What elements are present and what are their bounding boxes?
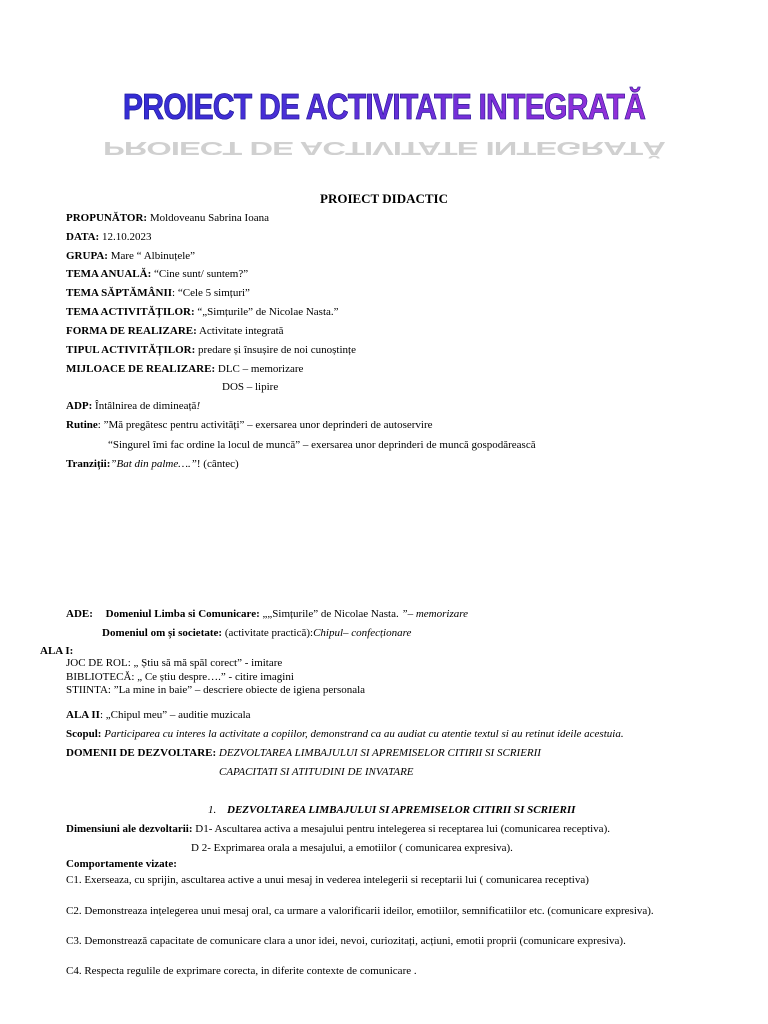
forma-label: FORMA DE REALIZARE: xyxy=(66,325,197,337)
comportamente-label: Comportamente vizate: xyxy=(66,858,177,870)
tipul-value: predare și însușire de noi cunoștințe xyxy=(195,344,356,356)
ala1-biblioteca-value: : „ Ce știu despre….” - citire imagini xyxy=(131,671,294,683)
domenii-value-2: CAPACITATI SI ATITUDINI DE INVATARE xyxy=(219,766,414,778)
dimensiuni-d1: D1- Ascultarea activa a mesajului pentru intelegerea si receptarea lui (comunicarea receptiva). xyxy=(192,823,610,835)
ala2-label: ALA II xyxy=(66,709,100,721)
tranzitii-line xyxy=(66,458,239,470)
grupa-label: GRUPA: xyxy=(66,250,108,262)
comportament-c3: C3. Demonstrează capacitate de comunicare clara a unor idei, nevoi, curiozitați, acțiuni, emotii proprii (comunicare expresiva). xyxy=(66,935,626,947)
tema-anuala-value: “Cine sunt/ suntem?” xyxy=(151,268,249,280)
ade-label: ADE: xyxy=(66,608,93,620)
adp-line xyxy=(66,400,200,412)
tipul-label: TIPUL ACTIVITĂȚILOR: xyxy=(66,344,196,356)
dimensiuni-label: Dimensiuni ale dezvoltarii: xyxy=(66,823,193,835)
domenii-line xyxy=(66,747,541,759)
ala1-joc-value: : „ Știu să mă spăl corect” - imitare xyxy=(127,657,283,669)
ade-domain1-italic: ”– memorizare xyxy=(398,608,468,620)
tema-activitatilor-line xyxy=(66,306,339,318)
ade-domain2-line xyxy=(102,627,411,639)
tema-anuala-label: TEMA ANUALĂ: xyxy=(66,268,152,280)
section-1-title: DEZVOLTAREA LIMBAJULUI SI APREMISELOR CITIRII SI SCRIERII xyxy=(227,804,576,816)
propunator-label: PROPUNĂTOR: xyxy=(66,212,148,224)
scopul-line xyxy=(66,728,624,740)
rutine-label: Rutine xyxy=(66,419,98,431)
ade-domain1-label: Domeniul Limba si Comunicare: xyxy=(105,608,260,620)
propunator-line xyxy=(66,212,269,224)
adp-label: ADP: xyxy=(66,400,93,412)
ade-domain2-value: (activitate practică): xyxy=(222,627,314,639)
adp-value: Întâlnirea de dimineață xyxy=(92,400,197,412)
ala2-line xyxy=(66,709,251,721)
comportament-c4: C4. Respecta regulile de exprimare corecta, in diferite contexte de comunicare . xyxy=(66,965,417,977)
tema-activitatilor-value: “„Simțurile” de Nicolae Nasta.” xyxy=(194,306,339,318)
section-1-number: 1. xyxy=(208,804,217,816)
mijloace-value-1: DLC – memorizare xyxy=(215,363,304,375)
tranzitii-label: Tranziții: xyxy=(66,458,111,470)
document-title: PROIECT DIDACTIC xyxy=(320,191,448,206)
wordart-title xyxy=(0,86,768,159)
dimensiuni-line-1 xyxy=(66,823,610,835)
forma-value: Activitate integrată xyxy=(196,325,284,337)
wordart-title-reflection: PROIECT DE ACTIVITATE INTEGRATĂ xyxy=(103,137,665,159)
comportament-c2: C2. Demonstreaza ințelegerea unui mesaj oral, ca urmare a valorificarii ideilor, emotiilor, semnificatiilor etc. (comunicare expresiva). xyxy=(66,905,654,917)
domenii-label: DOMENII DE DEZVOLTARE: xyxy=(66,747,217,759)
rutine-line-1 xyxy=(66,419,433,431)
ala1-biblioteca-line xyxy=(66,671,294,683)
tranzitii-value: ”Bat din palme….” xyxy=(110,458,197,470)
mijloace-label: MIJLOACE DE REALIZARE: xyxy=(66,363,216,375)
domenii-value-1: DEZVOLTAREA LIMBAJULUI SI APREMISELOR CITIRII SI SCRIERII xyxy=(216,747,541,759)
data-line xyxy=(66,231,151,243)
mijloace-value-2: DOS – lipire xyxy=(222,381,279,393)
mijloace-line xyxy=(66,363,303,375)
adp-value-end: ! xyxy=(196,400,201,412)
scopul-label: Scopul: xyxy=(66,728,102,740)
rutine-line-2: “Singurel îmi fac ordine la locul de muncă” – exersarea unor deprinderi de muncă gospodărească xyxy=(108,439,536,451)
tema-anuala-line xyxy=(66,268,248,280)
ala1-joc-line xyxy=(66,657,282,669)
tema-activitatilor-label: TEMA ACTIVITĂȚILOR: xyxy=(66,306,195,318)
ala1-stiinta-line xyxy=(66,684,365,696)
forma-line xyxy=(66,325,284,337)
ala1-biblioteca-label: BIBLIOTECĂ xyxy=(66,671,132,683)
wordart-title-text: PROIECT DE ACTIVITATE INTEGRATĂ xyxy=(61,86,706,128)
ala1-label: ALA I: xyxy=(40,645,74,657)
grupa-value: Mare “ Albinuțele” xyxy=(107,250,196,262)
data-label: DATA: xyxy=(66,231,100,243)
ade-domain1-value: „„Simțurile” de Nicolae Nasta. xyxy=(259,608,399,620)
ade-domain2-italic: Chipul– confecționare xyxy=(313,627,412,639)
tema-saptamanii-value: : “Cele 5 simțuri” xyxy=(172,287,250,299)
comportament-c1: C1. Exerseaza, cu sprijin, ascultarea active a unui mesaj in vederea intelegerii si receptarii lui ( comunicarea receptiva) xyxy=(66,874,589,886)
grupa-line xyxy=(66,250,195,262)
tema-saptamanii-line xyxy=(66,287,250,299)
ade-line xyxy=(66,608,468,620)
ala2-value: : „Chipul meu” – auditie muzicala xyxy=(99,709,251,721)
tipul-line xyxy=(66,344,356,356)
ala1-stiinta-label: STIINTA xyxy=(66,684,108,696)
ade-domain2-label: Domeniul om și societate: xyxy=(102,627,223,639)
ala1-joc-label: JOC DE ROL xyxy=(66,657,128,669)
ala1-stiinta-value: : ”La mine in baie” – descriere obiecte de igiena personala xyxy=(107,684,366,696)
propunator-value: Moldoveanu Sabrina Ioana xyxy=(147,212,269,224)
scopul-value: Participarea cu interes la activitate a copiilor, demonstrand ca au audiat cu atentie textul si au retinut ideile acestuia. xyxy=(101,728,624,740)
dimensiuni-d2: D 2- Exprimarea orala a mesajului, a emotiilor ( comunicarea expresiva). xyxy=(191,842,513,854)
tranzitii-value-end: ! (cântec) xyxy=(196,458,239,470)
tema-saptamanii-label: TEMA SĂPTĂMÂNII xyxy=(66,287,173,299)
data-value: 12.10.2023 xyxy=(99,231,152,243)
rutine-text-1: : ”Mă pregătesc pentru activități” – exersarea unor deprinderi de autoservire xyxy=(97,419,433,431)
section-1-heading xyxy=(208,804,575,816)
